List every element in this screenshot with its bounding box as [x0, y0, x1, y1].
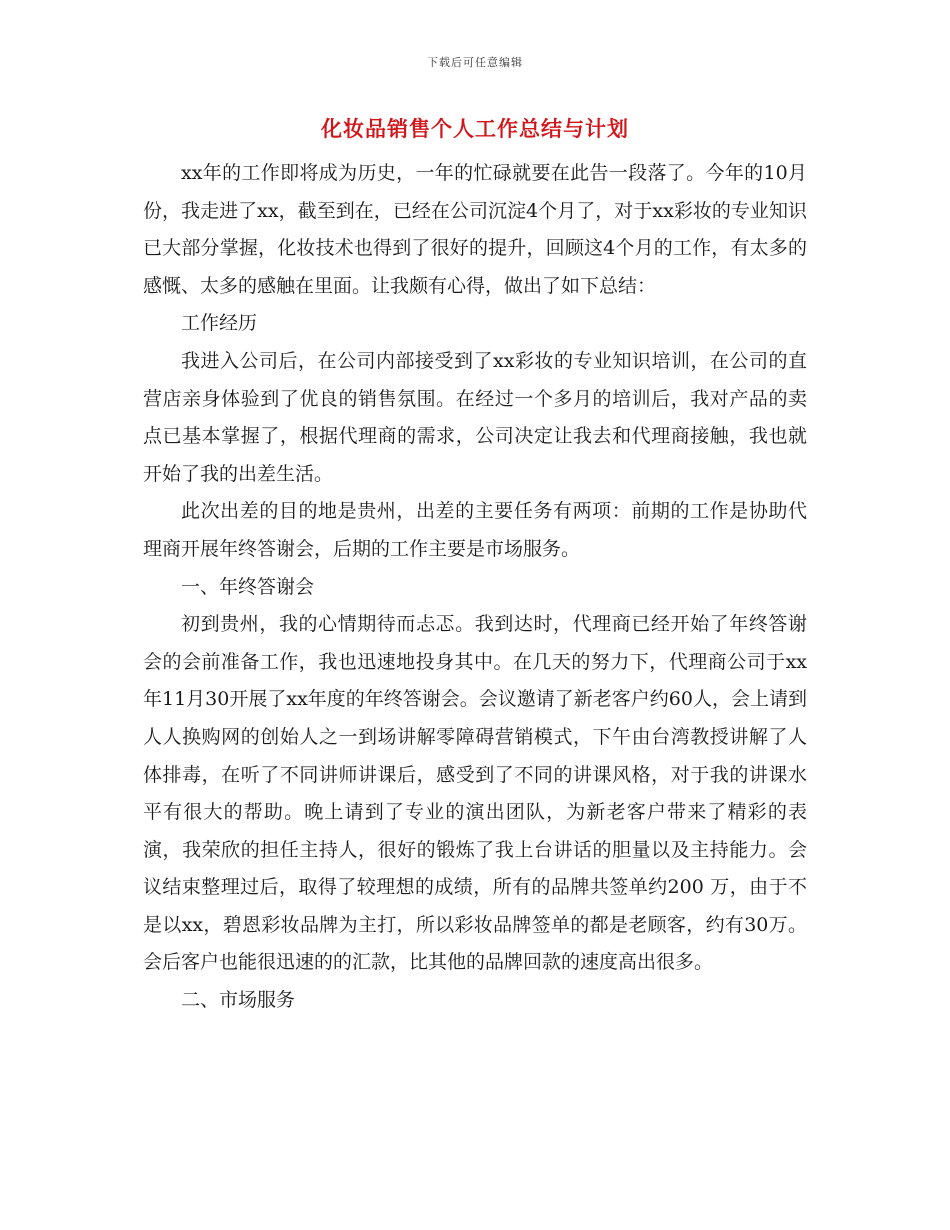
year-end-event-paragraph: 初到贵州，我的心情期待而忐忑。我到达时，代理商已经开始了年终答谢会的会前准备工作，我也迅速地投身其中。在几天的努力下，代理商公司于xx年11月30开展了xx年度的年终答谢会。会议邀请了新老客户约60人，会上请到人人换购网的创始人之一到场讲解零障碍营销模式，下午由台湾教授讲解了人体排毒，在听了不同讲师讲课后，感受到了不同的讲课风格，对于我的讲课水平有很大的帮助。晚上请到了专业的演出团队，为新老客户带来了精彩的表演，我荣欣的担任主持人，很好的锻炼了我上台讲话的胆量以及主持能力。会议结束整理过后，取得了较理想的成绩，所有的品牌共签单约200 万，由于不是以xx，碧恩彩妆品牌为主打，所以彩妆品牌签单的都是老顾客，约有30万。会后客户也能很迅速的的汇款，比其他的品牌回款的速度高出很多。 [143, 613, 807, 974]
document-body [143, 155, 807, 1020]
section-heading-year-end-event: 一、年终答谢会 [181, 575, 315, 598]
business-trip-paragraph: 此次出差的目的地是贵州，出差的主要任务有两项：前期的工作是协助代理商开展年终答谢会，后期的工作主要是市场服务。 [143, 500, 807, 560]
intro-paragraph: xx年的工作即将成为历史，一年的忙碌就要在此告一段落了。今年的10月份，我走进了xx，截至到在，已经在公司沉淀4个月了，对于xx彩妆的专业知识已大部分掌握，化妆技术也得到了很好的提升，回顾这4个月的工作，有太多的感慨、太多的感触在里面。让我颇有心得，做出了如下总结： [143, 162, 807, 297]
section-heading-market-service: 二、市场服务 [181, 989, 296, 1012]
section-heading-work-experience: 工作经历 [181, 312, 258, 335]
page-header-note: 下载后可任意编辑 [427, 56, 523, 69]
document-title: 化妆品销售个人工作总结与计划 [321, 117, 629, 141]
work-experience-paragraph: 我进入公司后，在公司内部接受到了xx彩妆的专业知识培训，在公司的直营店亲身体验到了优良的销售氛围。在经过一个多月的培训后，我对产品的卖点已基本掌握了，根据代理商的需求，公司决定让我去和代理商接触，我也就开始了我的出差生活。 [143, 349, 807, 485]
